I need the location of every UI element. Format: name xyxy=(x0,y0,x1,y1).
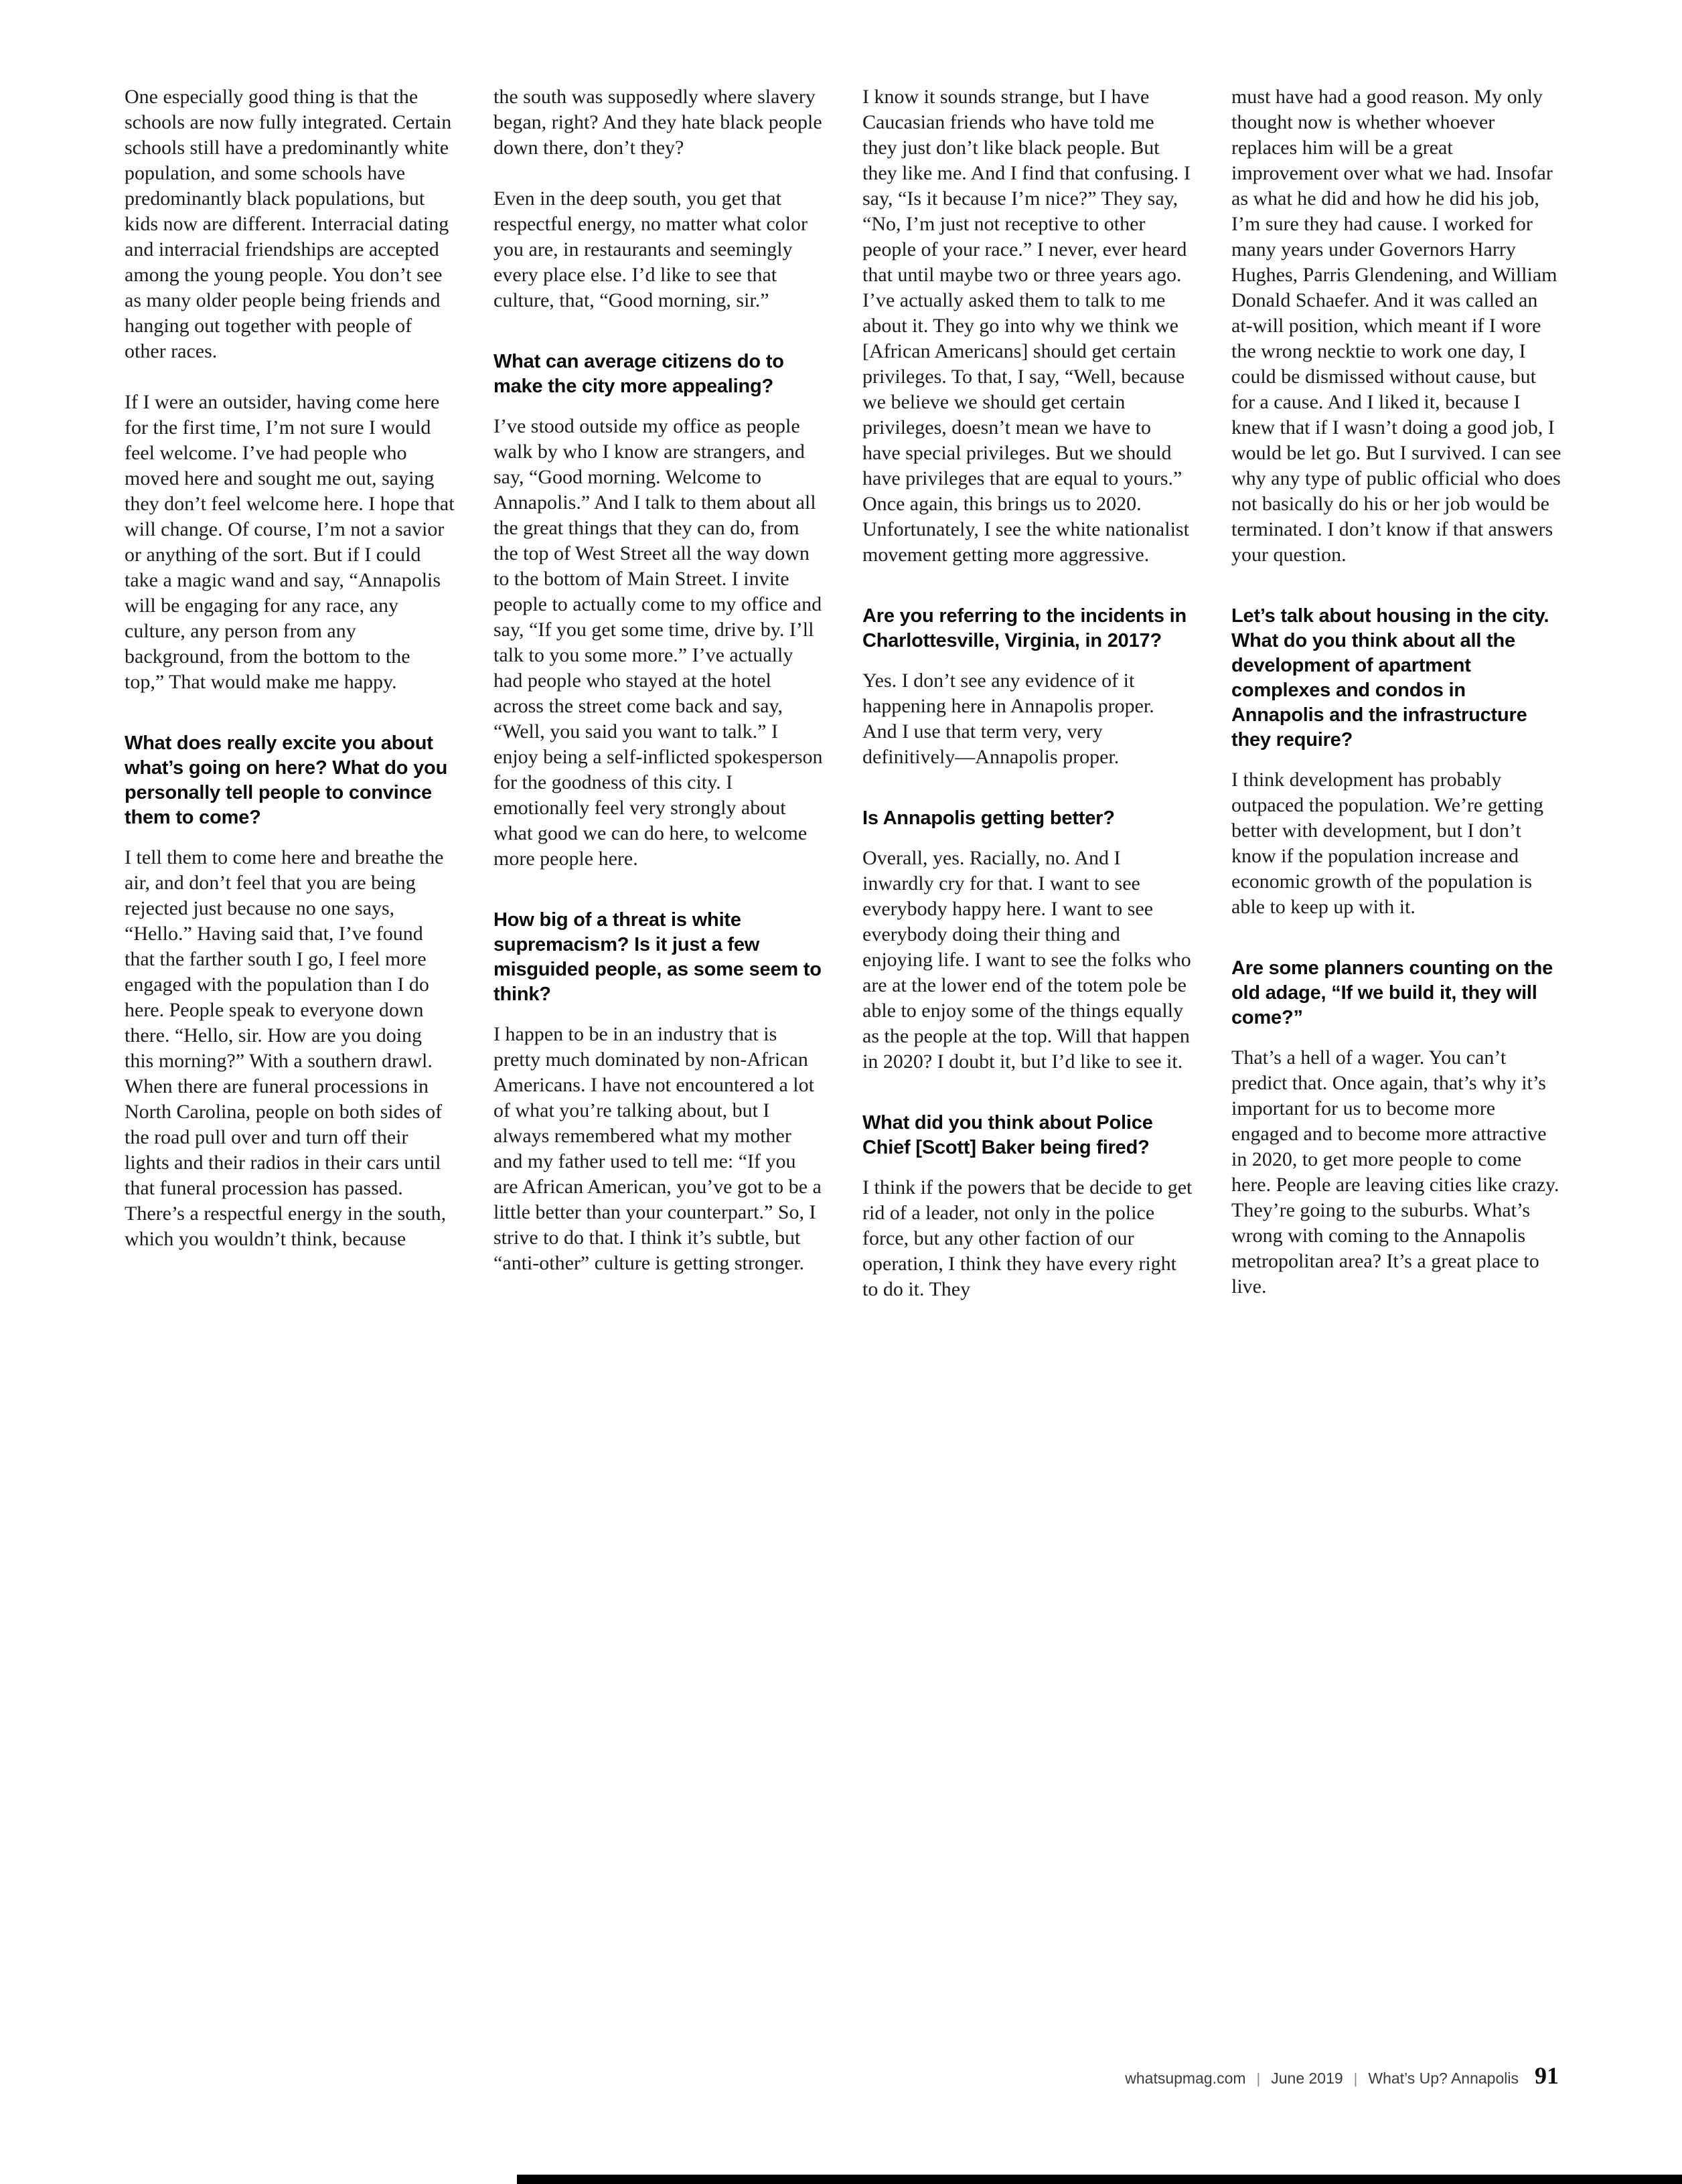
page-footer xyxy=(1125,2063,1559,2088)
text-column-2 xyxy=(493,84,824,1302)
body-paragraph: I happen to be in an industry that is pretty much dominated by non-African Americans. I have not encountered a lot of what you’re talking about, but I always remembered what my mother and my father used to tell me: “If you are African American, you’ve got to be a little better than your counterpart.” So, I strive to do that. I think it’s subtle, but “anti-other” culture is getting stronger. xyxy=(493,1023,822,1274)
body-paragraph: That’s a hell of a wager. You can’t predict that. Once again, that’s why it’s important for us to become more engaged and to become more attractive in 2020, to get more people to come here. People are leaving cities like crazy. They’re going to the suburbs. What’s wrong with coming to the Annapolis metropolitan area? It’s a great place to live. xyxy=(1231,1046,1559,1298)
body-paragraph: I tell them to come here and breathe the air, and don’t feel that you are being rejected just because no one says, “Hello.” Having said that, I’ve found that the farther south I go, I feel more engaged with the population than I do here. People speak to everyone down there. “Hello, sir. How are you doing this morning?” With a southern drawl. When there are funeral processions in North Carolina, people on both sides of the road pull over and turn off their lights and their radios in their cars until that funeral procession has passed. There’s a respectful energy in the south, which you wouldn’t think, because xyxy=(125,846,447,1250)
body-paragraph: I think development has probably outpaced the population. We’re getting better with development, but I don’t know if the population increase and economic growth of the population is able to keep up with it. xyxy=(1231,769,1544,918)
body-paragraph: the south was supposedly where slavery began, right? And they hate black people down there, don’t they? xyxy=(493,86,822,159)
text-column-4 xyxy=(1231,84,1561,1325)
body-paragraph: I know it sounds strange, but I have Caucasian friends who have told me they just don’t like black people. But they like me. And I find that confusing. I say, “Is it because I’m nice?” They say, “No, I’m just not receptive to other people of your race.” I never, ever heard that until maybe two or three years ago. I’ve actually asked them to talk to me about it. They go into why we think we [African Americans] should get certain privileges. To that, I say, “Well, because we believe we should get certain privileges, doesn’t mean we have to have special privileges. But we should have privileges that are equal to yours.” Once again, this brings us to 2020. Unfortunately, I see the white nationalist movement getting more aggressive. xyxy=(862,86,1191,566)
question-heading: Let’s talk about housing in the city. What do you think about all the development of apartment complexes and condos in Annapolis and the infrastructure they require? xyxy=(1231,605,1549,751)
bottom-edge-bar xyxy=(517,2175,1682,2184)
question-heading: What does really excite you about what’s going on here? What do you personally tell people to convince them to come? xyxy=(125,732,448,828)
question-heading: Are you referring to the incidents in Charlottesville, Virginia, in 2017? xyxy=(862,605,1187,651)
question-heading: What can average citizens do to make the city more appealing? xyxy=(493,351,784,397)
text-column-1 xyxy=(125,84,455,1277)
body-paragraph: Yes. I don’t see any evidence of it happening here in Annapolis proper. And I use that term very, very definitively—Annapolis proper. xyxy=(862,670,1154,768)
body-paragraph: I’ve stood outside my office as people walk by who I know are strangers, and say, “Good morning. Welcome to Annapolis.” And I talk to them about all the great things that they can do, from the top of West Street all the way down to the bottom of Main Street. I invite people to actually come to my office and say, “If you get some time, drive by. I’ll talk to you some more.” I’ve actually had people who stayed at the hotel across the street come back and say, “Well, you said you want to talk.” I enjoy being a self-inflicted spokesperson for the goodness of this city. I emotionally feel very strongly about what good we can do here, to welcome more people here. xyxy=(493,415,823,870)
page-number: 91 xyxy=(1535,2062,1559,2089)
question-heading: How big of a threat is white supremacism? Is it just a few misguided people, as some seem to think? xyxy=(493,909,822,1005)
footer-magazine-title: What’s Up? Annapolis xyxy=(1368,2070,1519,2087)
question-heading: What did you think about Police Chief [Scott] Baker being fired? xyxy=(862,1112,1153,1158)
body-paragraph: Even in the deep south, you get that respectful energy, no matter what color you are, in restaurants and seemingly every place else. I’d like to see that culture, that, “Good morning, sir.” xyxy=(493,187,808,311)
question-heading: Is Annapolis getting better? xyxy=(862,807,1115,829)
body-paragraph: Overall, yes. Racially, no. And I inwardly cry for that. I want to see everybody happy here. I want to see everybody doing their thing and enjoying life. I want to see the folks who are at the lower end of the totem pole be able to enjoy some of the things equally as the people at the top. Will that happen in 2020? I doubt it, but I’d like to see it. xyxy=(862,847,1191,1073)
text-column-3 xyxy=(862,84,1193,1328)
question-heading: Are some planners counting on the old adage, “If we build it, they will come?” xyxy=(1231,957,1553,1028)
article-columns xyxy=(125,84,1561,1328)
footer-separator: | xyxy=(1353,2070,1358,2087)
body-paragraph: If I were an outsider, having come here for the first time, I’m not sure I would feel welcome. I’ve had people who moved here and sought me out, saying they don’t feel welcome here. I hope that will change. Of course, I’m not a savior or anything of the sort. But if I could take a magic wand and say, “Annapolis will be engaging for any race, any culture, any person from any background, from the bottom to the top,” That would make me happy. xyxy=(125,391,455,693)
footer-separator: | xyxy=(1256,2070,1261,2087)
footer-issue-date: June 2019 xyxy=(1271,2070,1343,2087)
body-paragraph: One especially good thing is that the schools are now fully integrated. Certain schools still have a predominantly white population, and some schools have predominantly black populations, but kids now are different. Interracial dating and interracial friendships are accepted among the young people. You don’t see as many older people being friends and hanging out together with people of other races. xyxy=(125,86,452,362)
footer-website: whatsupmag.com xyxy=(1125,2070,1246,2087)
body-paragraph: I think if the powers that be decide to get rid of a leader, not only in the police force, but any other faction of our operation, I think they have every right to do it. They xyxy=(862,1176,1193,1300)
body-paragraph: must have had a good reason. My only thought now is whether whoever replaces him will be a great improvement over what we had. Insofar as what he did and how he did his job, I’m sure they had cause. I worked for many years under Governors Harry Hughes, Parris Glendening, and William Donald Schaefer. And it was called an at-will position, which meant if I wore the wrong necktie to work one day, I could be dismissed without cause, but for a cause. And I liked it, because I knew that if I wasn’t doing a good job, I would be let go. But I survived. I can see why any type of public official who does not basically do his or her job would be terminated. I don’t know if that answers your question. xyxy=(1231,86,1561,566)
